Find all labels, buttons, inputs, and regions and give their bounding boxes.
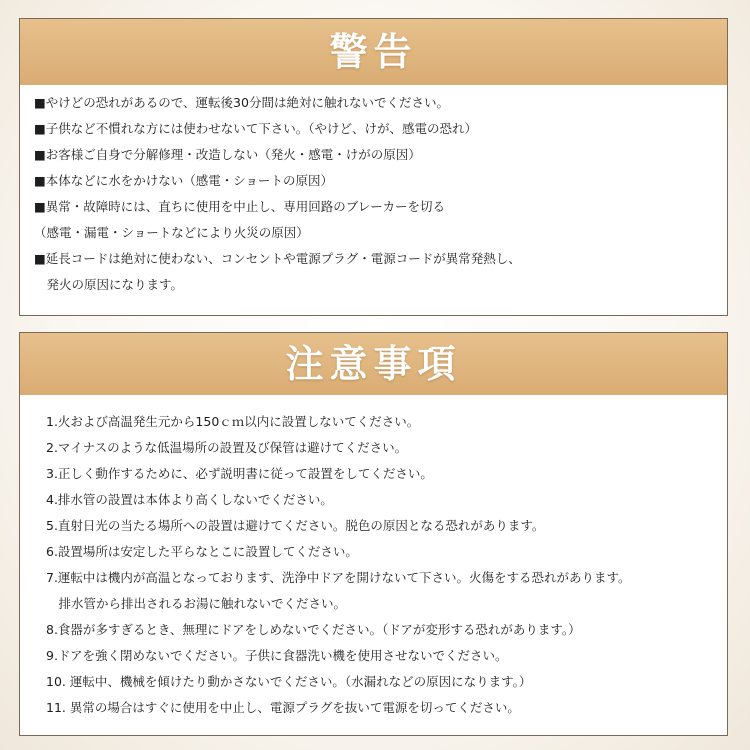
caution-panel xyxy=(19,332,728,736)
caution-line: 2.マイナスのような低温場所の設置及び保管は避けてください。 xyxy=(46,440,408,455)
warning-title: 警告 xyxy=(20,19,727,85)
warning-line: ■子供など不慣れな方には使わせないて下さい。（やけど、けが、感電の恐れ） xyxy=(34,121,478,136)
caution-line: 11. 異常の場合はすぐに使用を中止し、電源プラグを抜いて電源を切ってください。 xyxy=(46,700,520,715)
caution-line: 10. 運転中、機械を傾けたり動かさないでください。（水漏れなどの原因になります。） xyxy=(46,674,532,689)
warning-line: ■本体などに水をかけない（感電・ショートの原因） xyxy=(34,173,334,188)
caution-line: 4.排水管の設置は本体より高くしないでください。 xyxy=(46,492,333,507)
warning-line: ■異常・故障時には、直ちに使用を中止し、専用回路のブレーカーを切る xyxy=(34,199,446,214)
warning-panel xyxy=(19,18,728,316)
caution-line: 6.設置場所は安定した平らなとこに設置してください。 xyxy=(46,544,358,559)
caution-line: 3.正しく動作するために、必ず説明書に従って設置をしてください。 xyxy=(46,466,433,481)
caution-line: 1.火および高温発生元から150ｃｍ以内に設置しないてください。 xyxy=(46,414,420,429)
warning-line: ■お客様ご自身で分解修理・改造しない（発火・感電・けがの原因） xyxy=(34,147,421,162)
caution-title: 注意事項 xyxy=(20,333,727,395)
warning-line: （感電・漏電・ショートなどにより火災の原因） xyxy=(34,225,309,240)
warning-line: ■やけどの恐れがあるので、運転後30分間は絶対に触れないでください。 xyxy=(34,95,449,110)
caution-line: 8.食器が多すぎるとき、無理にドアをしめないでください。（ドアが変形する恐れがあります。） xyxy=(46,622,581,637)
warning-line: 発火の原因になります。 xyxy=(34,277,184,292)
caution-line: 9.ドアを強く閉めないでください。子供に食器洗い機を使用させないでください。 xyxy=(46,648,508,663)
caution-line: 5.直射日光の当たる場所への設置は避けてください。脱色の原因となる恐れがあります。 xyxy=(46,518,545,533)
caution-line: 排水管から排出されるお湯に触れないでください。 xyxy=(46,596,347,611)
warning-line: ■延長コードは絶対に使わない、コンセントや電源プラグ・電源コードが異常発熱し、 xyxy=(34,251,521,266)
caution-line: 7.運転中は機内が高温となっております、洗浄中ドアを開けないて下さい。火傷をする恐れがあります。 xyxy=(46,570,631,585)
